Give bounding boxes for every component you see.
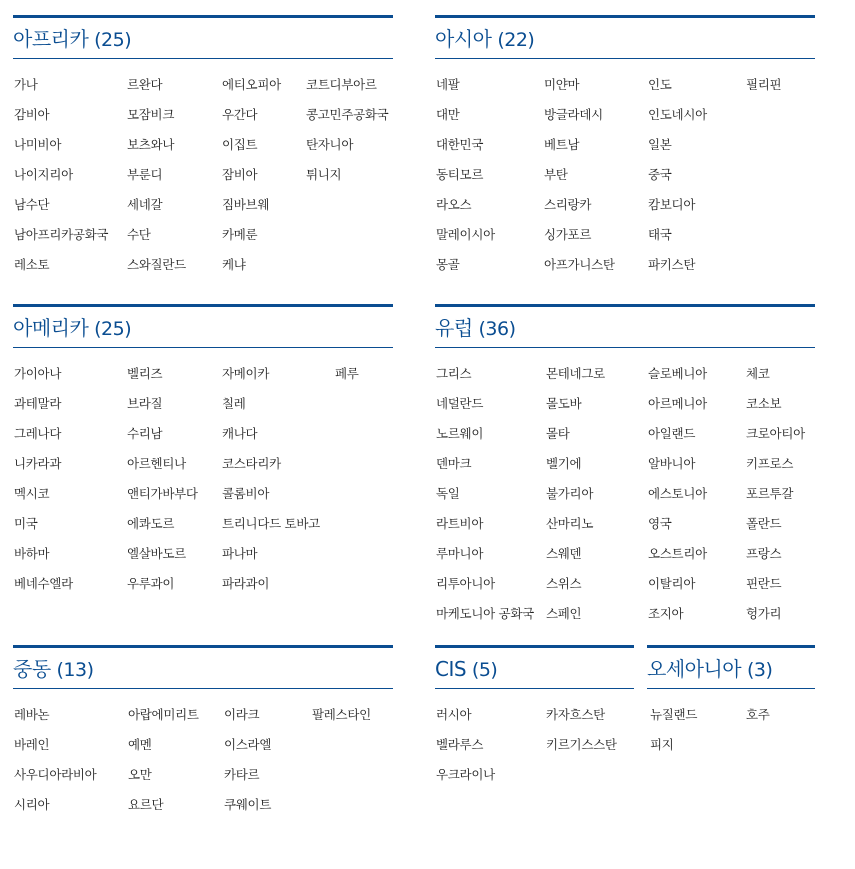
country-link[interactable]: 바하마 (14, 546, 50, 561)
country-column (650, 700, 697, 760)
country-link[interactable]: 라트비아 (436, 516, 484, 531)
country-link[interactable]: 카자흐스탄 (546, 707, 605, 722)
region-heading-africa (13, 18, 393, 59)
country-link[interactable]: 슬로베니아 (648, 366, 707, 381)
country-link[interactable]: 에콰도르 (127, 516, 175, 531)
country-link[interactable]: 부탄 (544, 167, 568, 182)
country-link[interactable]: 부룬디 (127, 167, 163, 182)
country-link[interactable]: 피지 (650, 737, 674, 752)
country-link[interactable]: 폴란드 (746, 516, 782, 531)
country-link[interactable]: 아일랜드 (648, 426, 696, 441)
region-count: (13) (56, 659, 94, 681)
country-link[interactable]: 몰도바 (546, 396, 582, 411)
country-link[interactable]: 몰타 (546, 426, 570, 441)
country-link[interactable]: 코소보 (746, 396, 782, 411)
country-link[interactable]: 아프가니스탄 (544, 257, 615, 272)
country-link[interactable]: 바레인 (14, 737, 50, 752)
country-column (436, 70, 495, 280)
country-link[interactable]: 남수단 (14, 197, 50, 212)
country-link[interactable]: 스와질란드 (127, 257, 186, 272)
country-link[interactable]: 아랍에미리트 (128, 707, 199, 722)
country-link[interactable]: 마케도니아 공화국 (436, 606, 534, 621)
country-link[interactable]: 예멘 (128, 737, 152, 752)
region-cis (435, 645, 634, 782)
country-link[interactable]: 엘살바도르 (127, 546, 186, 561)
country-link[interactable]: 요르단 (128, 797, 164, 812)
country-link[interactable]: 스웨덴 (546, 546, 582, 561)
country-link[interactable]: 이탈리아 (648, 576, 696, 591)
country-link[interactable]: 캄보디아 (648, 197, 696, 212)
country-link[interactable]: 아르헨티나 (127, 456, 186, 471)
region-asia (435, 15, 815, 272)
country-column (746, 700, 770, 730)
country-link[interactable]: 인도 (648, 77, 672, 92)
region-oceania (647, 645, 815, 752)
country-link[interactable]: 칠레 (222, 396, 246, 411)
country-column (546, 700, 617, 760)
country-link[interactable]: 과테말라 (14, 396, 62, 411)
country-column (436, 700, 495, 790)
country-link[interactable]: 베네수엘라 (14, 576, 73, 591)
country-link[interactable]: 나이지리아 (14, 167, 73, 182)
country-link[interactable]: 스위스 (546, 576, 582, 591)
country-link[interactable]: 가나 (14, 77, 38, 92)
country-link[interactable]: 코스타리카 (222, 456, 281, 471)
region-america (13, 304, 393, 591)
country-link[interactable]: 인도네시아 (648, 107, 707, 122)
country-column (224, 700, 271, 820)
country-link[interactable]: 미얀마 (544, 77, 580, 92)
region-title: 아프리카 (13, 27, 89, 51)
country-link[interactable]: 수리남 (127, 426, 163, 441)
country-column (222, 359, 320, 599)
country-link[interactable]: 우루과이 (127, 576, 175, 591)
region-africa (13, 15, 393, 272)
country-link[interactable]: 사우디아라비아 (14, 767, 97, 782)
country-link[interactable]: 프랑스 (746, 546, 782, 561)
country-link[interactable]: 파나마 (222, 546, 258, 561)
country-link[interactable]: 벨기에 (546, 456, 582, 471)
country-link[interactable]: 튀니지 (306, 167, 342, 182)
country-link[interactable]: 네덜란드 (436, 396, 484, 411)
country-link[interactable]: 짐바브웨 (222, 197, 270, 212)
region-count: (25) (94, 318, 132, 340)
country-link[interactable]: 덴마크 (436, 456, 472, 471)
country-link[interactable]: 핀란드 (746, 576, 782, 591)
country-column (312, 700, 371, 730)
country-link[interactable]: 오스트리아 (648, 546, 707, 561)
country-link[interactable]: 태국 (648, 227, 672, 242)
region-title: 유럽 (435, 316, 473, 340)
country-link[interactable]: 콩고민주공화국 (306, 107, 389, 122)
country-column (335, 359, 359, 389)
country-link[interactable]: 레바논 (14, 707, 50, 722)
region-title: 오세아니아 (647, 657, 742, 681)
country-link[interactable]: 체코 (746, 366, 770, 381)
country-column (127, 359, 198, 599)
country-link[interactable]: 동티모르 (436, 167, 484, 182)
country-link[interactable]: 러시아 (436, 707, 472, 722)
country-link[interactable]: 독일 (436, 486, 460, 501)
region-count: (36) (478, 318, 516, 340)
country-link[interactable]: 호주 (746, 707, 770, 722)
country-link[interactable]: 말레이시아 (436, 227, 495, 242)
country-link[interactable]: 보츠와나 (127, 137, 175, 152)
country-link[interactable]: 나미비아 (14, 137, 62, 152)
country-link[interactable]: 오만 (128, 767, 152, 782)
region-heading-asia (435, 18, 815, 59)
country-link[interactable]: 크로아티아 (746, 426, 805, 441)
country-column (14, 70, 108, 280)
country-link[interactable]: 레소토 (14, 257, 50, 272)
country-link[interactable]: 이집트 (222, 137, 258, 152)
country-link[interactable]: 트리니다드 토바고 (222, 516, 320, 531)
country-link[interactable]: 잠비아 (222, 167, 258, 182)
country-link[interactable]: 캐나다 (222, 426, 258, 441)
country-link[interactable]: 가이아나 (14, 366, 62, 381)
country-link[interactable]: 르완다 (127, 77, 163, 92)
country-link[interactable]: 남아프리카공화국 (14, 227, 109, 242)
country-link[interactable]: 파키스탄 (648, 257, 696, 272)
country-link[interactable]: 벨리즈 (127, 366, 163, 381)
country-column (306, 70, 388, 190)
country-link[interactable]: 모잠비크 (127, 107, 175, 122)
country-link[interactable]: 불가리아 (546, 486, 594, 501)
country-link[interactable]: 카메룬 (222, 227, 258, 242)
country-link[interactable]: 벨라루스 (436, 737, 484, 752)
region-heading-mideast (13, 648, 393, 689)
country-link[interactable]: 라오스 (436, 197, 472, 212)
country-column (436, 359, 534, 629)
country-link[interactable]: 시리아 (14, 797, 50, 812)
country-link[interactable]: 우크라이나 (436, 767, 495, 782)
country-link[interactable]: 수단 (127, 227, 151, 242)
country-link[interactable]: 알바니아 (648, 456, 696, 471)
country-link[interactable]: 감비아 (14, 107, 50, 122)
country-link[interactable]: 리투아니아 (436, 576, 495, 591)
country-link[interactable]: 파라과이 (222, 576, 270, 591)
country-link[interactable]: 니카라과 (14, 456, 62, 471)
region-europe (435, 304, 815, 621)
country-column (128, 700, 199, 820)
country-column (648, 70, 707, 280)
region-count: (22) (497, 29, 535, 51)
country-link[interactable]: 중국 (648, 167, 672, 182)
country-link[interactable]: 페루 (335, 366, 359, 381)
region-title: 아시아 (435, 27, 492, 51)
country-link[interactable]: 앤티가바부다 (127, 486, 198, 501)
country-link[interactable]: 영국 (648, 516, 672, 531)
country-link[interactable]: 멕시코 (14, 486, 50, 501)
country-link[interactable]: 브라질 (127, 396, 163, 411)
region-title: 아메리카 (13, 316, 89, 340)
country-link[interactable]: 에스토니아 (648, 486, 707, 501)
country-column (127, 70, 186, 280)
country-link[interactable]: 필리핀 (746, 77, 782, 92)
region-mideast (13, 645, 393, 812)
country-link[interactable]: 네팔 (436, 77, 460, 92)
country-link[interactable]: 케냐 (222, 257, 246, 272)
country-link[interactable]: 노르웨이 (436, 426, 484, 441)
country-link[interactable]: 대만 (436, 107, 460, 122)
country-link[interactable]: 방글라데시 (544, 107, 603, 122)
country-link[interactable]: 우간다 (222, 107, 258, 122)
country-link[interactable]: 대한민국 (436, 137, 484, 152)
country-link[interactable]: 몬테네그로 (546, 366, 605, 381)
country-link[interactable]: 아르메니아 (648, 396, 707, 411)
country-link[interactable]: 쿠웨이트 (224, 797, 272, 812)
country-column (14, 700, 96, 820)
region-heading-cis (435, 648, 634, 689)
country-link[interactable]: 헝가리 (746, 606, 782, 621)
country-link[interactable]: 싱가포르 (544, 227, 592, 242)
country-link[interactable]: 산마리노 (546, 516, 594, 531)
country-link[interactable]: 스페인 (546, 606, 582, 621)
country-link[interactable]: 몽골 (436, 257, 460, 272)
region-heading-america (13, 307, 393, 348)
country-link[interactable]: 콜롬비아 (222, 486, 270, 501)
country-link[interactable]: 이스라엘 (224, 737, 272, 752)
country-link[interactable]: 루마니아 (436, 546, 484, 561)
country-link[interactable]: 이라크 (224, 707, 260, 722)
country-link[interactable]: 탄자니아 (306, 137, 354, 152)
region-count: (25) (94, 29, 132, 51)
country-link[interactable]: 팔레스타인 (312, 707, 371, 722)
country-link[interactable]: 일본 (648, 137, 672, 152)
country-column (222, 70, 281, 280)
country-column (648, 359, 707, 629)
country-link[interactable]: 키프로스 (746, 456, 794, 471)
country-column (14, 359, 73, 599)
region-count: (5) (471, 659, 498, 681)
country-link[interactable]: 자메이카 (222, 366, 270, 381)
country-link[interactable]: 포르투갈 (746, 486, 794, 501)
region-heading-oceania (647, 648, 815, 689)
country-link[interactable]: 에티오피아 (222, 77, 281, 92)
country-link[interactable]: 코트디부아르 (306, 77, 377, 92)
country-link[interactable]: 그레나다 (14, 426, 62, 441)
country-link[interactable]: 세네갈 (127, 197, 163, 212)
country-link[interactable]: 미국 (14, 516, 38, 531)
country-link[interactable]: 스리랑카 (544, 197, 592, 212)
region-title: 중동 (13, 657, 51, 681)
region-title: CIS (435, 657, 467, 681)
country-link[interactable]: 카타르 (224, 767, 260, 782)
country-link[interactable]: 베트남 (544, 137, 580, 152)
country-link[interactable]: 조지아 (648, 606, 684, 621)
region-heading-europe (435, 307, 815, 348)
country-link[interactable]: 그리스 (436, 366, 472, 381)
country-column (746, 70, 781, 100)
country-link[interactable]: 키르기스스탄 (546, 737, 617, 752)
region-count: (3) (746, 659, 773, 681)
country-column (546, 359, 605, 629)
country-column (746, 359, 805, 629)
country-column (544, 70, 615, 280)
country-link[interactable]: 뉴질랜드 (650, 707, 698, 722)
